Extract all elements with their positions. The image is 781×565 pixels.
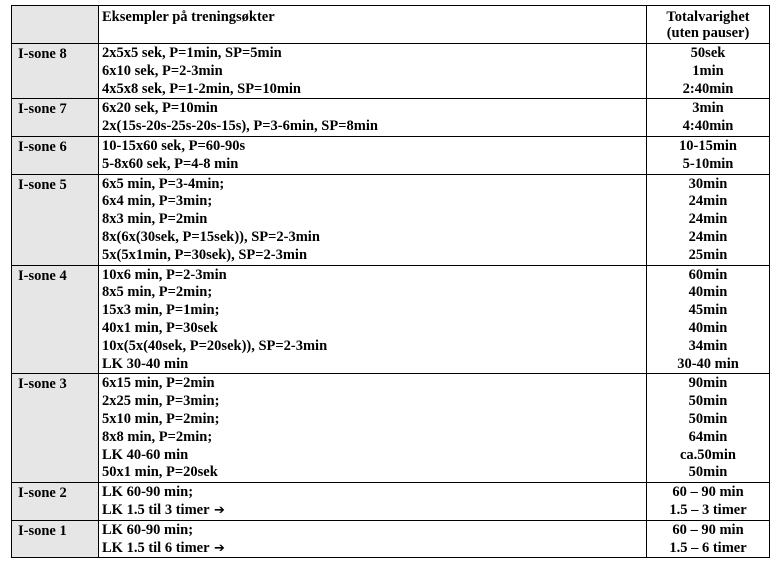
example-line (102, 502, 646, 520)
example-line (102, 447, 646, 465)
duration-value: 90min (688, 375, 728, 392)
example-text: 2x5x5 sek, P=1min, SP=5min (102, 45, 282, 61)
example-line (102, 229, 646, 247)
example-line (102, 338, 646, 356)
example-text: 6x15 min, P=2min (102, 375, 215, 392)
table-row (12, 520, 770, 558)
arrow-right-icon: ➔ (209, 502, 225, 518)
duration-cell (647, 136, 770, 174)
header-duration-line2: (uten pauser) (666, 25, 750, 41)
example-line (102, 193, 646, 211)
example-line (102, 302, 646, 320)
duration-value: 34min (688, 337, 728, 354)
example-line (102, 247, 646, 265)
example-text: 6x20 sek, P=10min (102, 100, 218, 117)
duration-cell (647, 99, 770, 137)
example-line (102, 522, 646, 540)
example-text: 5-8x60 sek, P=4-8 min (102, 155, 239, 172)
example-text: 8x3 min, P=2min (102, 211, 208, 228)
table-row (12, 44, 770, 99)
duration-value: 40min (688, 284, 728, 301)
example-line (102, 176, 646, 194)
example-text: 40x1 min, P=30sek (102, 319, 218, 336)
example-text: 2x25 min, P=3min; (102, 393, 220, 410)
duration-value: 3min (692, 100, 724, 117)
example-text: 6x4 min, P=3min; (102, 193, 213, 210)
example-line (102, 211, 646, 229)
table-row (12, 136, 770, 174)
example-line (102, 484, 646, 502)
duration-value: 2:40min (682, 80, 734, 97)
duration-value: 5-10min (682, 155, 734, 172)
examples-cell (99, 265, 647, 374)
examples-cell (99, 99, 647, 137)
duration-cell (647, 374, 770, 483)
example-line (102, 100, 646, 118)
duration-value: 50min (688, 464, 728, 481)
example-text: 6x10 sek, P=2-3min (102, 62, 223, 79)
duration-value: 50sek (690, 45, 726, 61)
examples-cell (99, 520, 647, 558)
example-line (102, 267, 646, 285)
example-line (102, 63, 646, 81)
example-text: 8x5 min, P=2min; (102, 284, 213, 301)
example-line (102, 540, 646, 558)
duration-value: 25min (688, 246, 728, 263)
example-line (102, 411, 646, 429)
example-text: 6x5 min, P=3-4min; (102, 175, 225, 192)
example-text: LK 60-90 min; (102, 521, 194, 538)
duration-value: 10-15min (679, 137, 737, 154)
zone-label: I-sone 6 (12, 136, 99, 174)
example-text: 10x(5x(40sek, P=20sek)), SP=2-3min (102, 337, 328, 354)
duration-value: 50min (688, 393, 728, 410)
duration-value: ca.50min (680, 446, 736, 463)
examples-cell (99, 44, 647, 99)
duration-value: 1min (692, 62, 724, 79)
duration-value: 1.5 – 6 timer (669, 539, 747, 556)
header-duration-line1: Totalvarighet (666, 9, 750, 25)
table-row (12, 265, 770, 374)
example-text: 8x8 min, P=2min; (102, 428, 213, 445)
training-zones-table (11, 5, 770, 558)
table-body (12, 44, 770, 558)
duration-value: 30min (688, 175, 728, 192)
example-text: LK 40-60 min (102, 446, 189, 463)
zone-label: I-sone 5 (12, 174, 99, 265)
example-line (102, 45, 646, 63)
example-text: 10x6 min, P=2-3min (102, 266, 227, 283)
zone-label: I-sone 2 (12, 483, 99, 521)
duration-value: 50min (688, 410, 728, 427)
example-line (102, 356, 646, 374)
examples-cell (99, 374, 647, 483)
duration-value: 30-40 min (677, 355, 739, 372)
duration-value: 4:40min (682, 118, 734, 135)
header-row (12, 6, 770, 44)
duration-cell (647, 265, 770, 374)
duration-value: 64min (688, 428, 728, 445)
duration-value: 1.5 – 3 timer (669, 501, 747, 518)
example-text: LK 1.5 til 3 timer (102, 501, 210, 518)
duration-value: 40min (688, 319, 728, 336)
example-text: 5x10 min, P=2min; (102, 410, 220, 427)
duration-cell (647, 520, 770, 558)
examples-cell (99, 174, 647, 265)
zone-label: I-sone 4 (12, 265, 99, 374)
zone-label: I-sone 7 (12, 99, 99, 137)
example-text: LK 30-40 min (102, 355, 189, 372)
table-row (12, 174, 770, 265)
example-text: 15x3 min, P=1min; (102, 302, 220, 319)
header-examples: Eksempler på treningsøkter (99, 6, 647, 44)
example-line (102, 429, 646, 447)
example-line (102, 284, 646, 302)
example-text: 50x1 min, P=20sek (102, 464, 218, 481)
example-text: 8x(6x(30sek, P=15sek)), SP=2-3min (102, 228, 320, 245)
duration-cell (647, 44, 770, 99)
zone-label: I-sone 3 (12, 374, 99, 483)
example-line (102, 118, 646, 136)
example-text: 10-15x60 sek, P=60-90s (102, 137, 246, 154)
duration-value: 24min (688, 228, 728, 245)
example-text: LK 60-90 min; (102, 484, 194, 501)
example-line (102, 375, 646, 393)
example-line (102, 156, 646, 174)
table-row (12, 483, 770, 521)
example-line (102, 320, 646, 338)
duration-cell (647, 483, 770, 521)
duration-value: 24min (688, 193, 728, 210)
duration-value: 60min (688, 266, 728, 283)
example-text: 4x5x8 sek, P=1-2min, SP=10min (102, 80, 301, 97)
examples-cell (99, 483, 647, 521)
duration-cell (647, 174, 770, 265)
example-line (102, 138, 646, 156)
example-line (102, 81, 646, 99)
examples-cell (99, 136, 647, 174)
arrow-right-icon: ➔ (209, 540, 225, 556)
example-line (102, 393, 646, 411)
zone-label: I-sone 1 (12, 520, 99, 558)
zone-label: I-sone 8 (12, 44, 99, 99)
example-line (102, 464, 646, 482)
duration-value: 60 – 90 min (672, 484, 744, 501)
example-text: LK 1.5 til 6 timer (102, 539, 210, 556)
example-text: 5x(5x1min, P=30sek), SP=2-3min (102, 246, 308, 263)
table-row (12, 374, 770, 483)
duration-value: 60 – 90 min (672, 521, 744, 538)
duration-value: 24min (688, 211, 728, 228)
table-row (12, 99, 770, 137)
duration-value: 45min (688, 302, 728, 319)
header-zone-cell (12, 6, 99, 44)
example-text: 2x(15s-20s-25s-20s-15s), P=3-6min, SP=8min (102, 118, 378, 135)
header-duration (647, 6, 770, 44)
